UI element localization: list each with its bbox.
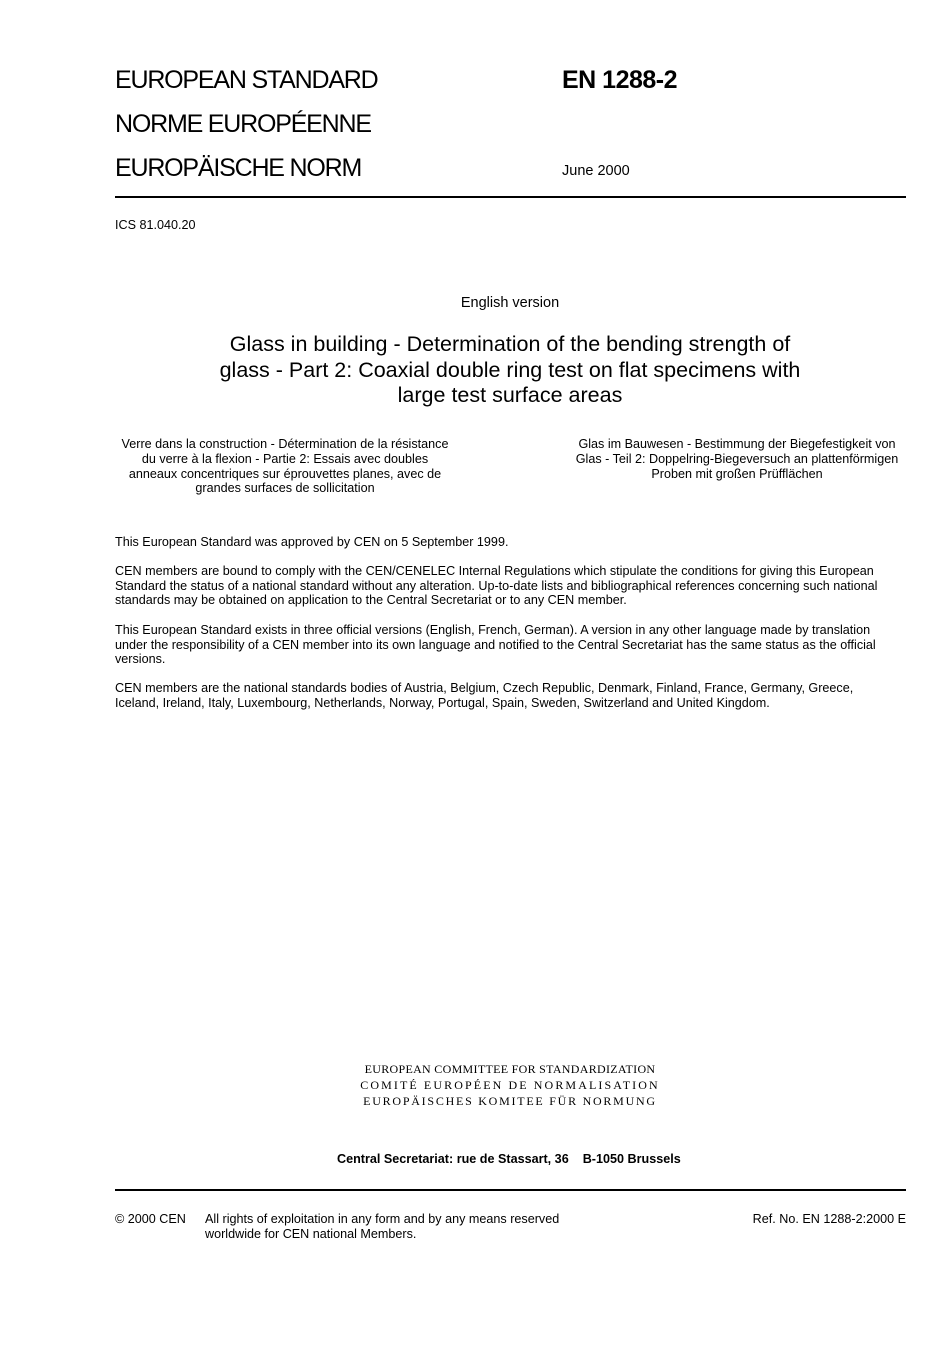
paragraph-line: under the responsibility of a CEN member into its own language and notified to the Central Secretariat has the same status as the official (115, 637, 876, 652)
rights-statement (205, 1212, 559, 1242)
german-title-line: Glas im Bauwesen - Bestimmung der Biegefestigkeit von (578, 437, 896, 451)
french-title-line: du verre à la flexion - Partie 2: Essais avec doubles (141, 451, 429, 466)
main-title-line: Glass in building - Determination of the bending strength of (229, 332, 791, 356)
approval-paragraph (115, 535, 915, 550)
german-title (557, 437, 917, 481)
version-label: English version (460, 295, 560, 311)
ics-code: ICS 81.040.20 (115, 218, 196, 232)
french-title-line: anneaux concentriques sur éprouvettes planes, avec de (128, 466, 442, 481)
header-rule (115, 196, 906, 198)
publication-date: June 2000 (562, 163, 630, 179)
paragraph-line: Standard the status of a national standard without any alteration. Up-to-date lists and bibliographical references concerning such national (115, 578, 878, 593)
main-title (160, 332, 860, 409)
title-french: NORME EUROPÉENNE (115, 110, 371, 138)
rights-line: All rights of exploitation in any form and by any means reserved (205, 1212, 560, 1226)
main-title-line: large test surface areas (397, 383, 623, 407)
paragraph-line: This European Standard exists in three official versions (English, French, German). A version in any other language made by translation (115, 623, 871, 637)
compliance-paragraph (115, 564, 915, 608)
rights-line: worldwide for CEN national Members. (205, 1226, 417, 1241)
standard-number: EN 1288-2 (562, 66, 678, 94)
title-german: EUROPÄISCHE NORM (115, 154, 362, 182)
committee-name-french: COMITÉ EUROPÉEN DE NORMALISATION (360, 1078, 660, 1092)
committee-name-german: EUROPÄISCHES KOMITEE FÜR NORMUNG (363, 1094, 657, 1108)
committee-name-english: EUROPEAN COMMITTEE FOR STANDARDIZATION (364, 1062, 656, 1076)
paragraph-line: versions. (115, 652, 166, 667)
copyright: © 2000 CEN (115, 1212, 186, 1226)
committee-names (310, 1061, 710, 1109)
secretariat-city: B-1050 Brussels (582, 1152, 681, 1166)
main-title-line: glass - Part 2: Coaxial double ring test on flat specimens with (219, 357, 801, 382)
members-paragraph (115, 681, 915, 710)
paragraph-line: CEN members are the national standards bodies of Austria, Belgium, Czech Republic, Denmark, Finland, France, Germany, Greece, (115, 681, 854, 695)
german-title-line: Glas - Teil 2: Doppelring-Biegeversuch an plattenförmigen (575, 451, 899, 466)
french-title-line: grandes surfaces de sollicitation (195, 481, 375, 496)
reference-number: Ref. No. EN 1288-2:2000 E (752, 1212, 906, 1226)
paragraph-line: standards may be obtained on application to the Central Secretariat or to any CEN member. (115, 593, 627, 608)
paragraph-line: CEN members are bound to comply with the CEN/CENELEC Internal Regulations which stipulate the conditions for giving this European (115, 564, 874, 578)
versions-paragraph (115, 623, 915, 667)
secretariat-address (337, 1152, 681, 1167)
title-english: EUROPEAN STANDARD (115, 66, 378, 94)
footer-rule (115, 1189, 906, 1191)
paragraph-line: Iceland, Ireland, Italy, Luxembourg, Netherlands, Norway, Portugal, Spain, Sweden, Switzerland and United Kingdom. (115, 695, 770, 710)
paragraph-line: This European Standard was approved by CEN on 5 September 1999. (115, 535, 509, 549)
french-title (105, 437, 465, 496)
german-title-line: Proben mit großen Prüfflächen (651, 466, 823, 481)
french-title-line: Verre dans la construction - Détermination de la résistance (121, 437, 449, 451)
secretariat-street: Central Secretariat: rue de Stassart, 36 (337, 1152, 569, 1166)
